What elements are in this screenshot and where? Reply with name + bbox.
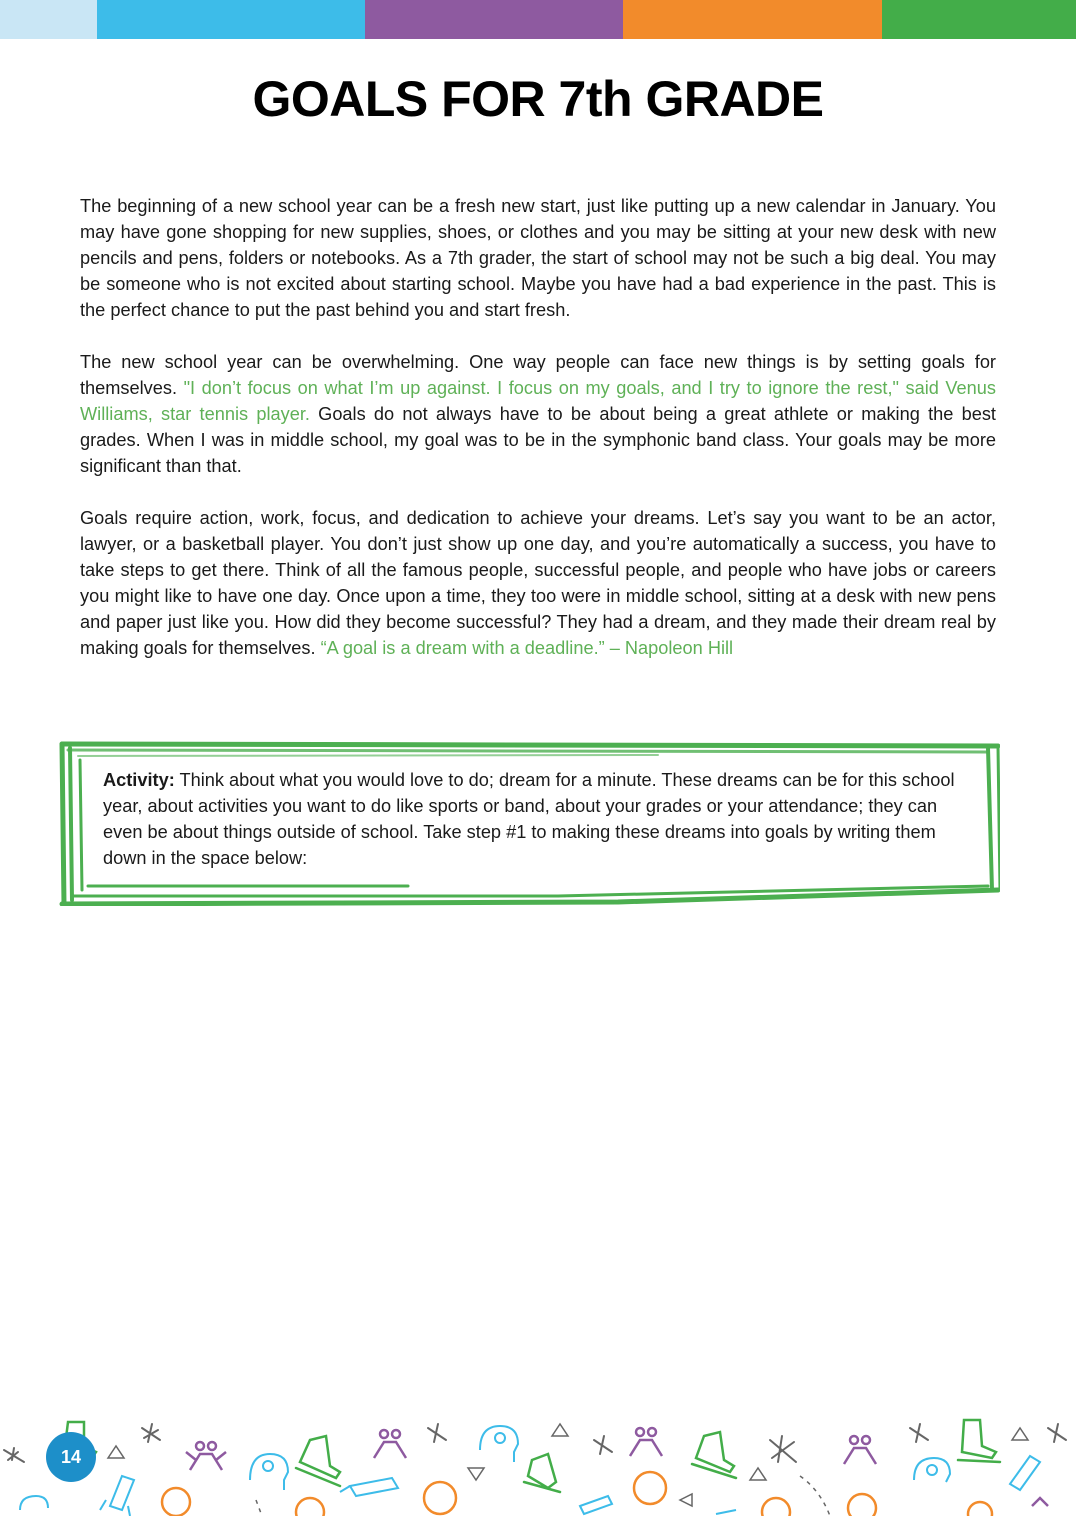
globe-icon <box>162 1472 992 1516</box>
color-bar <box>0 0 1076 39</box>
color-bar-green <box>882 0 1076 39</box>
paragraph-2-text-end: Goals do not always have to be about being a great athlete or making the best grades. When I was in middle school, my goal was to be in the symphonic band class. Your goals may be more significant than that. <box>80 404 996 476</box>
body-text <box>80 193 996 687</box>
activity-box <box>58 740 1000 906</box>
paragraph-1 <box>80 193 996 323</box>
activity-instructions: Think about what you would love to do; dream for a minute. These dreams can be for this school year, about activities you want to do like sports or band, about your grades or your attendance; they can even be about things outside of school. Take step #1 to making these dreams into goals by writing them down in the space below: <box>103 770 955 868</box>
page-title: GOALS FOR 7th GRADE <box>252 71 824 127</box>
activity-label: Activity: <box>103 770 175 790</box>
paragraph-3-text: Goals require action, work, focus, and dedication to achieve your dreams. Let’s say you want to be an actor, lawyer, or a basketball player. You don’t just show up one day, and you’re automatically a success, you have to take steps to get there. Think of all the famous people, successful people, and people who have jobs or careers you might like to have one day. Once upon a time, they too were in middle school, sitting at a desk with new pens and paper just like you. How did they become successful? They had a dream, and they made their dream real by making goals for themselves. <box>80 508 996 658</box>
page-number-badge: 14 <box>46 1432 96 1482</box>
paragraph-2-text-start: The new school year can be overwhelming. One way people can face new things is by setting goals for themselves. <box>80 352 996 398</box>
napoleon-hill-quote: “A goal is a dream with a deadline.” – Napoleon Hill <box>320 638 734 658</box>
color-bar-purple <box>365 0 623 39</box>
activity-text <box>103 767 963 871</box>
airplane-icon <box>4 1424 1066 1462</box>
triangle-icon <box>108 1424 1028 1506</box>
paragraph-3 <box>80 505 996 661</box>
venus-williams-quote: "I don’t focus on what I’m up against. I focus on my goals, and I try to ignore the rest," said Venus Williams, star tennis player. <box>80 378 996 424</box>
color-bar-blue <box>97 0 365 39</box>
footer-decoration <box>0 1410 1076 1516</box>
rocket-icon <box>100 1456 1040 1516</box>
color-bar-light-blue <box>0 0 97 39</box>
ice-skate-icon <box>64 1420 1000 1492</box>
paragraph-1-text: The beginning of a new school year can be a fresh new start, just like putting up a new calendar in January. You may have gone shopping for new supplies, shoes, or clothes and you may be sitting at your new desk with new pencils and pens, folders or notebooks. As a 7th grader, the start of school may not be such a big deal. You may be someone who is not excited about starting school. Maybe you have had a bad experience in the past. This is the perfect chance to put the past behind you and start fresh. <box>80 196 996 320</box>
paragraph-2 <box>80 349 996 479</box>
footer-icons <box>0 1410 1076 1516</box>
dashed-trail <box>256 1476 830 1516</box>
color-bar-orange <box>623 0 882 39</box>
